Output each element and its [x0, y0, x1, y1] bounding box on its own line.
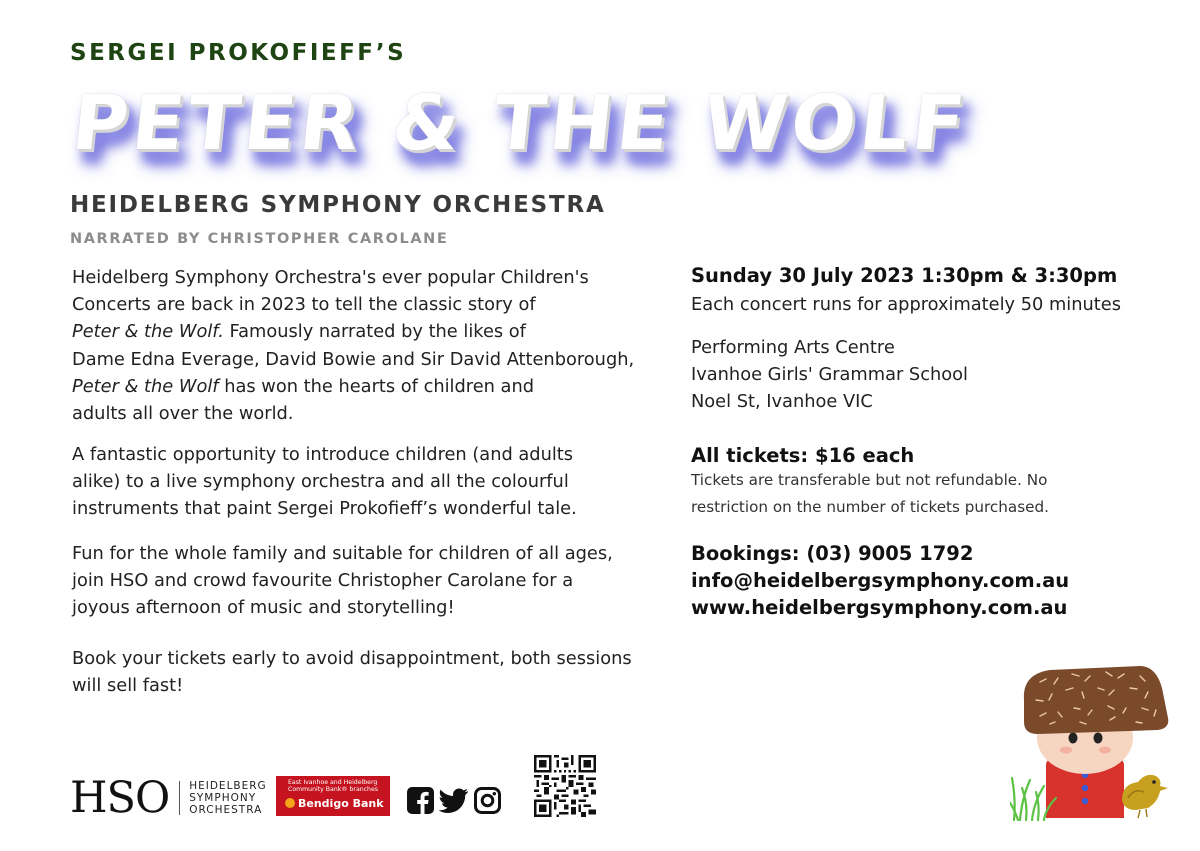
bank-branch-text — [288, 779, 378, 793]
bank-emblem-icon — [285, 798, 295, 808]
ticket-terms-line: restriction on the number of tickets purchased. — [691, 498, 1049, 516]
hso-logo-name — [189, 780, 266, 816]
duration: Each concert runs for approximately 50 minutes — [691, 294, 1121, 315]
qr-code — [534, 755, 596, 817]
text-line: Dame Edna Everage, David Bowie and Sir David Attenborough, — [72, 348, 635, 370]
text-line: Heidelberg Symphony Orchestra's ever popular Children's — [72, 267, 589, 288]
hso-logo — [70, 773, 267, 823]
bank-branch-line: Community Bank® branches — [288, 786, 379, 793]
text-line: Fun for the whole family and suitable for children of all ages, — [72, 543, 613, 564]
hso-logo-mark: HSO — [70, 773, 170, 823]
work-title-italic: Peter & the Wolf. — [72, 321, 224, 343]
email-link[interactable]: info@heidelbergsymphony.com.au — [691, 569, 1070, 592]
text-line: Concerts are back in 2023 to tell the classic story of — [72, 294, 536, 316]
logo-name-line: ORCHESTRA — [189, 804, 263, 816]
bank-name-text: Bendigo Bank — [298, 797, 384, 810]
text-line — [72, 318, 672, 345]
text-fragment: has won the hearts of children and — [218, 375, 535, 397]
bank-branch-line: East Ivanhoe and Heidelberg — [288, 779, 378, 786]
work-title-italic: Peter & the Wolf — [72, 375, 219, 397]
text-line: Book your tickets early to avoid disappointment, both sessions — [72, 648, 632, 669]
logo-divider — [179, 781, 180, 815]
twitter-icon[interactable] — [439, 787, 469, 814]
intro-paragraph — [72, 264, 672, 427]
logo-name-line: SYMPHONY — [189, 792, 257, 804]
facebook-icon[interactable] — [407, 787, 434, 814]
hat-shape — [1024, 666, 1168, 734]
orchestra-heading: HEIDELBERG SYMPHONY ORCHESTRA — [70, 192, 606, 218]
text-line: A fantastic opportunity to introduce children (and adults — [72, 444, 574, 465]
text-line: join HSO and crowd favourite Christopher Carolane for a — [72, 570, 574, 592]
booking-advice-paragraph — [72, 645, 672, 699]
text-line: adults all over the world. — [72, 403, 294, 425]
venue — [691, 334, 1161, 416]
instagram-icon[interactable] — [474, 787, 501, 814]
ticket-price: All tickets: $16 each — [691, 444, 915, 467]
bird-shape — [1122, 775, 1168, 810]
opportunity-paragraph — [72, 441, 672, 523]
website-link[interactable]: www.heidelbergsymphony.com.au — [691, 596, 1068, 619]
ticket-terms-line: Tickets are transferable but not refundable. No — [691, 471, 1048, 489]
narrator-subheading: NARRATED BY CHRISTOPHER CAROLANE — [70, 231, 449, 247]
text-line: joyous afternoon of music and storytelling! — [72, 597, 455, 619]
ticket-terms — [691, 467, 1161, 521]
text-line: alike) to a live symphony orchestra and all the colourful — [72, 471, 569, 493]
venue-line: Noel St, Ivanhoe VIC — [691, 391, 873, 413]
bendigo-bank-logo — [276, 776, 390, 816]
peter-character-illustration — [1010, 660, 1180, 822]
text-fragment: Famously narrated by the likes of — [223, 321, 526, 343]
show-title: PETER & THE WOLF — [68, 78, 974, 167]
social-links — [407, 787, 501, 814]
text-line: instruments that paint Sergei Prokofieff’s wonderful tale. — [72, 498, 577, 520]
bank-name — [285, 797, 384, 810]
logo-name-line: HEIDELBERG — [189, 780, 267, 792]
composer-heading: SERGEI PROKOFIEFF’S — [70, 40, 407, 66]
date-time: Sunday 30 July 2023 1:30pm & 3:30pm — [691, 264, 1118, 287]
bookings-phone: Bookings: (03) 9005 1792 — [691, 542, 974, 565]
venue-line: Performing Arts Centre — [691, 337, 895, 358]
venue-line: Ivanhoe Girls' Grammar School — [691, 364, 968, 386]
text-line — [72, 373, 672, 400]
text-line: will sell fast! — [72, 675, 184, 697]
family-paragraph — [72, 540, 672, 622]
